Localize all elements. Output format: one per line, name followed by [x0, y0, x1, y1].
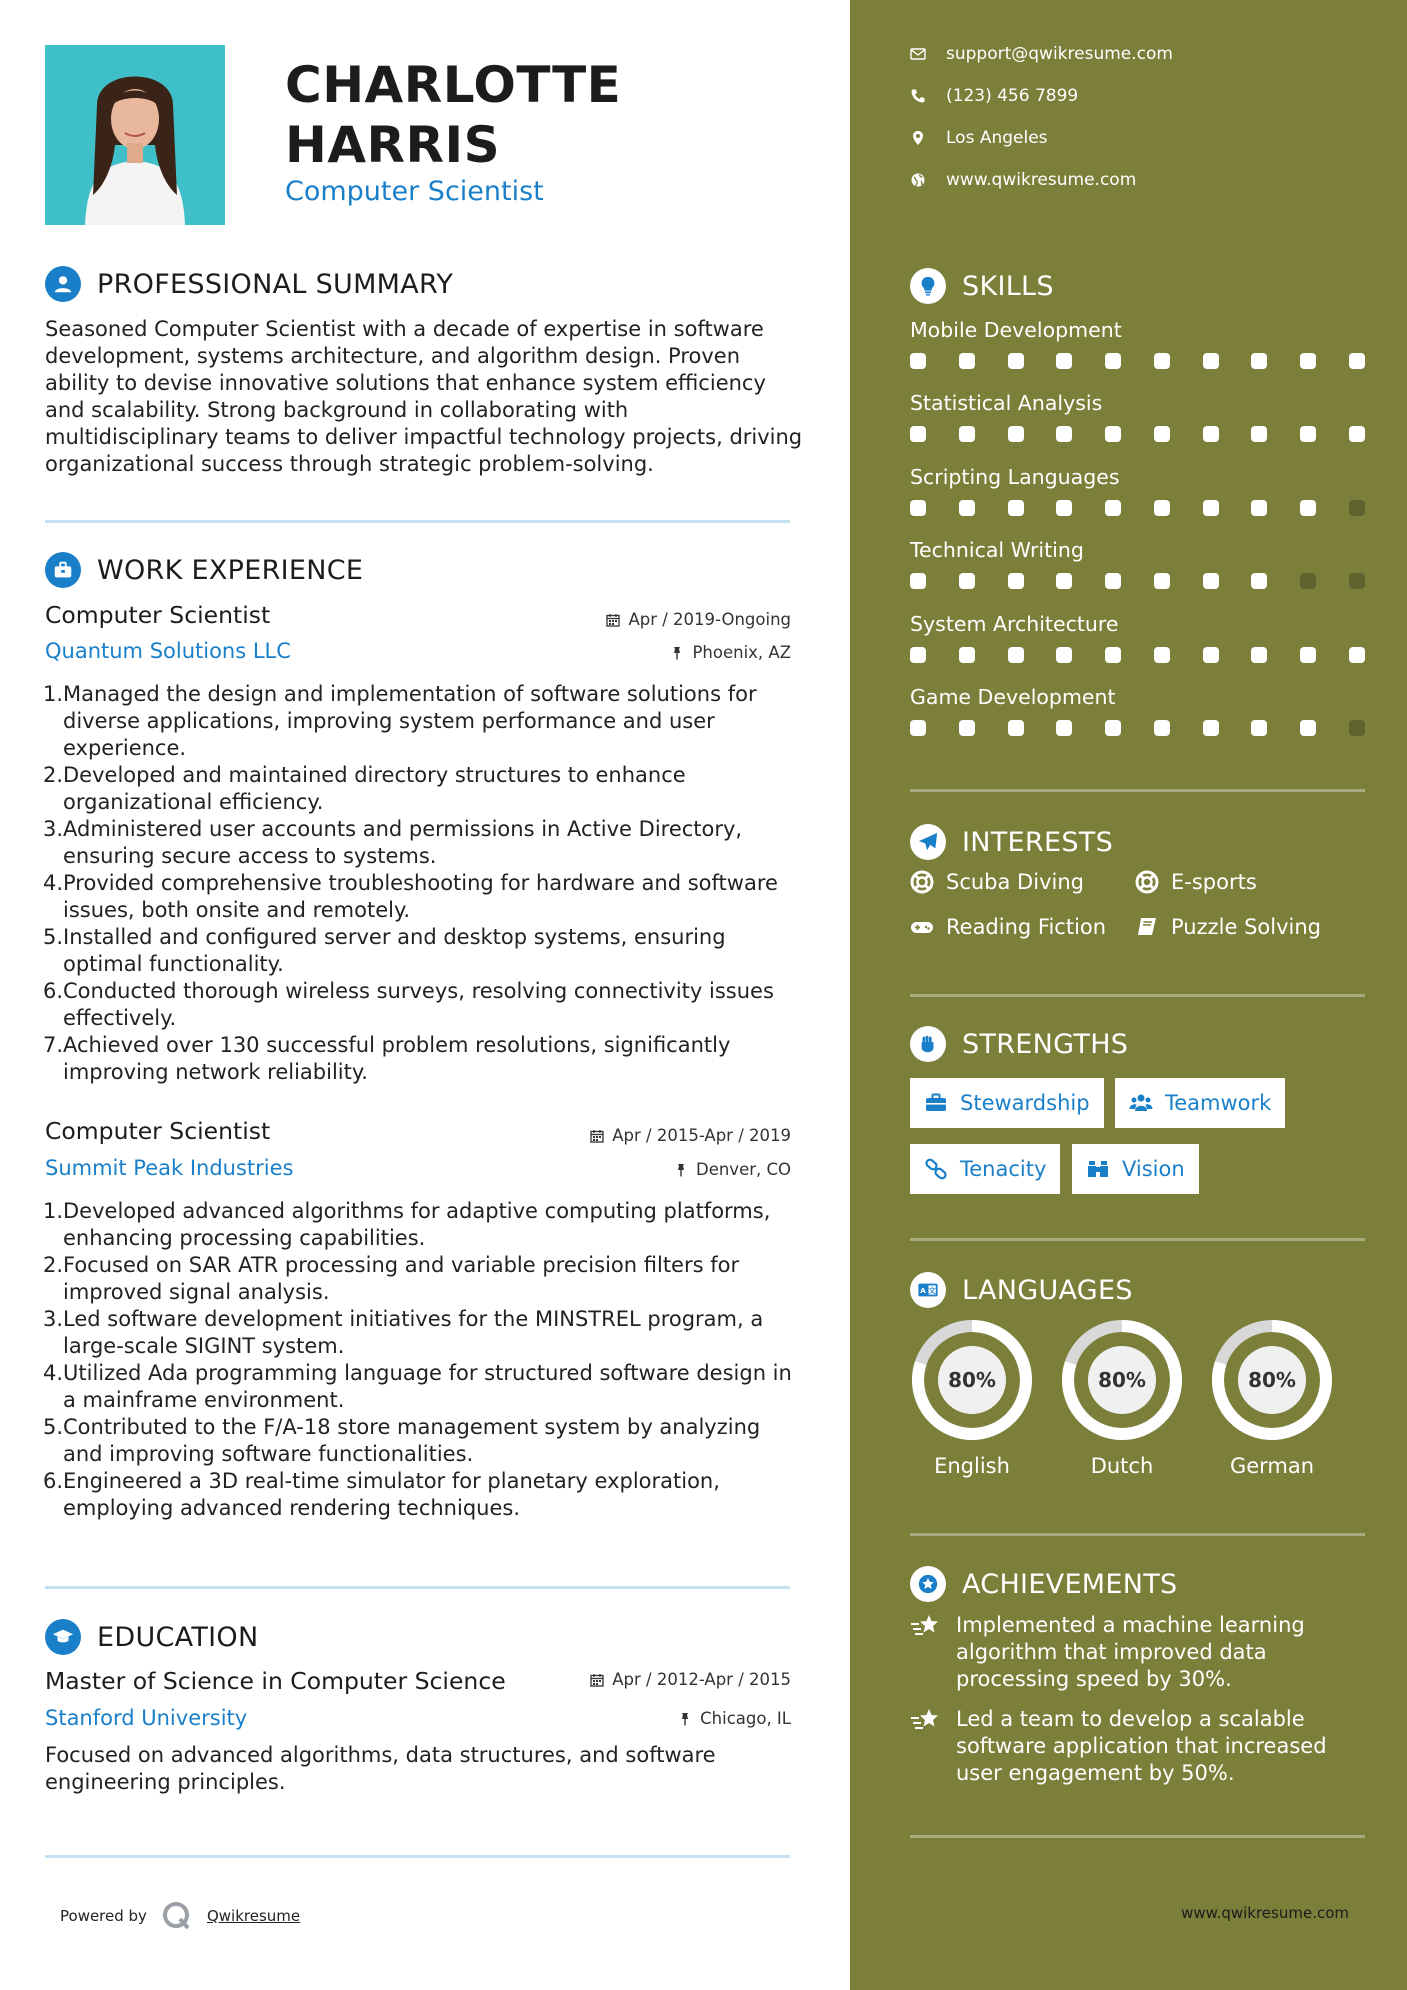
map-marker-icon [910, 130, 926, 146]
skills-title: SKILLS [962, 270, 1054, 302]
job-location [674, 1160, 791, 1179]
rating-dot-filled [1008, 720, 1024, 736]
language-name: German [1229, 1454, 1315, 1478]
skill-name: Mobile Development [910, 318, 1122, 342]
achievements-heading [910, 1566, 1178, 1602]
rating-dot-filled [1105, 720, 1121, 736]
footer-website[interactable]: www.qwikresume.com [1181, 1904, 1349, 1922]
strengths-title: STRENGTHS [962, 1028, 1129, 1060]
rating-dot-filled [959, 573, 975, 589]
language-progress-ring [910, 1318, 1034, 1442]
list-item: 1. Developed advanced algorithms for adaptive computing platforms, enhancing processing capabilities. [43, 1199, 771, 1250]
duty-text: Engineered a 3D real-time simulator for planetary exploration, employing advanced rendering techniques. [63, 1469, 720, 1520]
profile-photo-image [45, 45, 225, 225]
rating-dot-filled [959, 353, 975, 369]
summary-heading [45, 266, 453, 302]
language-percent: 80% [1248, 1368, 1296, 1392]
rating-dot-filled [959, 426, 975, 442]
name-last: HARRIS [285, 116, 501, 174]
job-company: Quantum Solutions LLC [45, 639, 291, 663]
life-ring-icon [1135, 870, 1159, 894]
duty-text: Contributed to the F/A-18 store management system by analyzing and improving software functionalities. [63, 1415, 761, 1466]
languages-heading [910, 1272, 1133, 1308]
pin-icon [670, 646, 684, 660]
job-company: Summit Peak Industries [45, 1156, 294, 1180]
lightbulb-icon [910, 268, 946, 304]
duty-text: Administered user accounts and permissions in Active Directory, ensuring secure access to systems. [63, 817, 743, 868]
duty-text: Developed and maintained directory structures to enhance organizational efficiency. [63, 763, 686, 814]
skill-name: System Architecture [910, 611, 1119, 636]
strength-label: Teamwork [1165, 1091, 1272, 1115]
duty-text: Installed and configured server and desktop systems, ensuring optimal functionality. [63, 925, 726, 976]
list-item: 7. Achieved over 130 successful problem resolutions, significantly improving network reliability. [43, 1033, 731, 1084]
duty-text: Focused on SAR ATR processing and variable precision filters for improved signal analysis. [63, 1253, 740, 1304]
globe-icon [910, 172, 926, 188]
contact-website[interactable] [910, 170, 1136, 190]
skill-name: Scripting Languages [910, 464, 1120, 489]
star-badge-icon [910, 1566, 946, 1602]
duty-text: Utilized Ada programming language for structured software design in a mainframe environment. [63, 1361, 792, 1412]
fist-icon [910, 1026, 946, 1062]
rating-dot-filled [1349, 353, 1365, 369]
interest-label: Puzzle Solving [1171, 915, 1321, 939]
rating-dot-filled [1251, 720, 1267, 736]
education-location-text: Chicago, IL [700, 1709, 791, 1728]
rating-dot-empty [1349, 500, 1365, 516]
language-item [910, 1318, 1034, 1478]
school: Stanford University [45, 1706, 248, 1730]
divider [45, 520, 790, 523]
binoculars-icon [1086, 1157, 1110, 1181]
life-ring-icon [910, 870, 934, 894]
rating-dot-filled [1008, 573, 1024, 589]
interest-item [1135, 870, 1257, 894]
skill-rating [910, 573, 1365, 589]
rating-dot-empty [1349, 720, 1365, 736]
summary-title: PROFESSIONAL SUMMARY [97, 268, 454, 300]
list-item: 3. Administered user accounts and permissions in Active Directory, ensuring secure access to systems. [43, 817, 743, 868]
skill-rating [910, 720, 1365, 736]
duty-text: Managed the design and implementation of software solutions for diverse applications, improving system performance and user experience. [63, 682, 757, 760]
strength-label: Tenacity [960, 1157, 1047, 1181]
svg-text:文: 文 [928, 1286, 936, 1296]
name-first: CHARLOTTE [285, 56, 622, 114]
job-location-text: Denver, CO [695, 1160, 791, 1179]
experience-title: WORK EXPERIENCE [97, 554, 364, 586]
divider [910, 994, 1365, 997]
rating-dot-filled [1105, 426, 1121, 442]
rating-dot-filled [1300, 426, 1316, 442]
rating-dot-filled [910, 720, 926, 736]
languages-title: LANGUAGES [962, 1274, 1133, 1306]
achievements-title: ACHIEVEMENTS [962, 1568, 1178, 1600]
language-name: Dutch [1090, 1454, 1154, 1478]
rating-dot-filled [959, 720, 975, 736]
interest-item [910, 870, 1084, 894]
rating-dot-filled [959, 647, 975, 663]
rating-dot-filled [1203, 353, 1219, 369]
contact-phone[interactable] [910, 86, 1078, 106]
rating-dot-filled [910, 500, 926, 516]
divider [910, 1533, 1365, 1536]
strength-tag [910, 1078, 1104, 1128]
language-progress-ring [1060, 1318, 1184, 1442]
list-item: 5. Contributed to the F/A-18 store management system by analyzing and improving software functionalities. [43, 1415, 761, 1466]
job-role: Computer Scientist [45, 601, 271, 629]
strength-label: Stewardship [960, 1091, 1090, 1115]
strength-tag [1115, 1078, 1285, 1128]
rating-dot-filled [1154, 426, 1170, 442]
language-item [1060, 1318, 1184, 1478]
rating-dot-filled [1154, 647, 1170, 663]
achievement-text: Implemented a machine learning algorithm that improved data processing speed by 30%. [956, 1613, 1305, 1691]
job-location-text: Phoenix, AZ [692, 643, 791, 662]
rating-dot-filled [1349, 426, 1365, 442]
rating-dot-filled [1154, 573, 1170, 589]
rating-dot-filled [1056, 647, 1072, 663]
book-icon [1135, 915, 1159, 939]
candidate-title: Computer Scientist [285, 176, 544, 207]
language-percent: 80% [948, 1368, 996, 1392]
graduation-cap-icon [45, 1619, 81, 1655]
rating-dot-filled [1203, 573, 1219, 589]
list-item: 3. Led software development initiatives for the MINSTREL program, a large-scale SIGINT system. [43, 1307, 764, 1358]
rating-dot-filled [1300, 647, 1316, 663]
rating-dot-empty [1300, 573, 1316, 589]
job-dates [606, 610, 791, 629]
divider [45, 1855, 790, 1858]
skill-name: Statistical Analysis [910, 391, 1103, 416]
phone-text: (123) 456 7899 [946, 86, 1079, 106]
rating-dot-filled [1056, 500, 1072, 516]
rating-dot-filled [959, 500, 975, 516]
divider [910, 789, 1365, 792]
email-text: support@qwikresume.com [946, 44, 1173, 64]
summary-text: Seasoned Computer Scientist with a decade of expertise in software development, systems architecture, and algorithm design. Proven ability to devise innovative solutions that enhance system efficiency and scalability. Strong background in collaborating with multidisciplinary teams to deliver impactful technology projects, driving organizational success through strategic problem-solving. [45, 317, 803, 476]
location-text: Los Angeles [946, 128, 1048, 148]
rating-dot-filled [1154, 720, 1170, 736]
duty-list [45, 1198, 805, 1522]
user-icon [45, 266, 81, 302]
achievement-item [910, 1612, 1365, 1693]
rating-dot-filled [1203, 720, 1219, 736]
calendar-icon [590, 1129, 604, 1143]
gamepad-icon [910, 915, 934, 939]
rating-dot-filled [1056, 353, 1072, 369]
duty-text: Provided comprehensive troubleshooting for hardware and software issues, both onsite and remotely. [63, 871, 778, 922]
interest-item [910, 915, 1106, 939]
divider [910, 1835, 1365, 1838]
envelope-icon [910, 46, 926, 62]
skills-heading [910, 268, 1054, 304]
skill-rating [910, 426, 1365, 442]
education-title: EDUCATION [97, 1621, 259, 1653]
svg-text:A: A [920, 1286, 926, 1296]
duty-list [45, 681, 805, 1086]
divider [910, 1238, 1365, 1241]
skill-name: Technical Writing [910, 538, 1084, 563]
rating-dot-filled [1105, 573, 1121, 589]
website-text: www.qwikresume.com [946, 170, 1137, 190]
rating-dot-filled [1203, 426, 1219, 442]
interest-item [1135, 915, 1321, 939]
duty-text: Achieved over 130 successful problem resolutions, significantly improving network reliability. [63, 1033, 731, 1084]
rating-dot-filled [1203, 500, 1219, 516]
strength-tag [910, 1144, 1060, 1194]
rating-dot-filled [1056, 573, 1072, 589]
rating-dot-filled [1154, 353, 1170, 369]
rating-dot-filled [1300, 720, 1316, 736]
calendar-icon [606, 613, 620, 627]
shooting-star-icon [910, 1706, 942, 1734]
rating-dot-filled [1251, 573, 1267, 589]
calendar-icon [590, 1673, 604, 1687]
rating-dot-empty [1349, 573, 1365, 589]
interests-heading [910, 824, 1113, 860]
rating-dot-filled [1056, 426, 1072, 442]
contact-location [910, 128, 1048, 148]
list-item: 1. Managed the design and implementation of software solutions for diverse applications, improving system performance and user experience. [43, 682, 757, 760]
job-dates [590, 1126, 791, 1145]
skill-rating [910, 500, 1365, 516]
candidate-name [285, 55, 621, 175]
list-item: 4. Utilized Ada programming language for structured software design in a mainframe environment. [43, 1361, 792, 1412]
rating-dot-filled [910, 573, 926, 589]
strength-tag [1072, 1144, 1199, 1194]
strength-label: Vision [1122, 1157, 1185, 1181]
shooting-star-icon [910, 1612, 942, 1640]
link-icon [924, 1157, 948, 1181]
pin-icon [674, 1163, 688, 1177]
job-dates-text: Apr / 2015-Apr / 2019 [612, 1126, 791, 1145]
sidebar [850, 0, 1407, 1990]
rating-dot-filled [1251, 353, 1267, 369]
list-item: 5. Installed and configured server and desktop systems, ensuring optimal functionality. [43, 925, 726, 976]
rating-dot-filled [1008, 500, 1024, 516]
duty-text: Conducted thorough wireless surveys, resolving connectivity issues effectively. [63, 979, 774, 1030]
language-progress-ring [1210, 1318, 1334, 1442]
list-item: 2. Focused on SAR ATR processing and variable precision filters for improved signal analysis. [43, 1253, 740, 1304]
rating-dot-filled [1105, 353, 1121, 369]
list-item: 4. Provided comprehensive troubleshooting for hardware and software issues, both onsite and remotely. [43, 871, 778, 922]
interest-label: E-sports [1171, 870, 1257, 894]
rating-dot-filled [1300, 353, 1316, 369]
job-location [670, 643, 791, 662]
pin-icon [678, 1712, 692, 1726]
rating-dot-filled [1154, 500, 1170, 516]
brand-link[interactable]: Qwikresume [206, 1907, 301, 1925]
experience-heading [45, 552, 363, 588]
duty-text: Led software development initiatives for the MINSTREL program, a large-scale SIGINT system. [63, 1307, 764, 1358]
education-description: Focused on advanced algorithms, data structures, and software engineering principles. [45, 1743, 716, 1794]
duty-text: Developed advanced algorithms for adaptive computing platforms, enhancing processing capabilities. [63, 1199, 771, 1250]
rating-dot-filled [910, 426, 926, 442]
rating-dot-filled [1251, 500, 1267, 516]
skill-rating [910, 353, 1365, 369]
education-heading [45, 1619, 258, 1655]
qwikresume-logo-icon [161, 1900, 193, 1932]
rating-dot-filled [1056, 720, 1072, 736]
profile-photo [45, 45, 225, 225]
language-percent: 80% [1098, 1368, 1146, 1392]
skill-name: Game Development [910, 685, 1116, 709]
rating-dot-filled [910, 353, 926, 369]
list-item: 6. Conducted thorough wireless surveys, resolving connectivity issues effectively. [43, 979, 774, 1030]
rating-dot-filled [1008, 426, 1024, 442]
language-item [1210, 1318, 1334, 1478]
job-dates-text: Apr / 2019-Ongoing [628, 610, 791, 629]
rating-dot-filled [1008, 353, 1024, 369]
skill-rating [910, 647, 1365, 663]
language-icon [910, 1272, 946, 1308]
paper-plane-icon [910, 824, 946, 860]
powered-by-label: Powered by [60, 1907, 147, 1925]
rating-dot-filled [1349, 647, 1365, 663]
rating-dot-filled [1300, 500, 1316, 516]
briefcase-icon [45, 552, 81, 588]
degree: Master of Science in Computer Science [45, 1667, 506, 1695]
interest-label: Reading Fiction [946, 915, 1107, 939]
contact-email[interactable] [910, 44, 1173, 64]
job-role: Computer Scientist [45, 1117, 271, 1145]
phone-icon [910, 88, 926, 104]
list-item: 6. Engineered a 3D real-time simulator for planetary exploration, employing advanced rendering techniques. [43, 1469, 720, 1520]
footer-branding [60, 1900, 300, 1932]
rating-dot-filled [1251, 647, 1267, 663]
rating-dot-filled [1105, 647, 1121, 663]
rating-dot-filled [1105, 500, 1121, 516]
rating-dot-filled [910, 647, 926, 663]
interest-label: Scuba Diving [946, 870, 1084, 894]
users-icon [1129, 1091, 1153, 1115]
education-dates-text: Apr / 2012-Apr / 2015 [612, 1670, 791, 1689]
education-location [678, 1709, 791, 1728]
divider [45, 1586, 790, 1589]
list-item: 2. Developed and maintained directory structures to enhance organizational efficiency. [43, 763, 686, 814]
rating-dot-filled [1008, 647, 1024, 663]
briefcase-icon [924, 1091, 948, 1115]
rating-dot-filled [1251, 426, 1267, 442]
language-name: English [934, 1454, 1010, 1478]
rating-dot-filled [1203, 647, 1219, 663]
achievement-text: Led a team to develop a scalable software application that increased user engagement by 50%. [956, 1707, 1327, 1785]
achievement-item [910, 1706, 1365, 1787]
education-dates [590, 1670, 791, 1689]
interests-title: INTERESTS [962, 826, 1114, 858]
strengths-heading [910, 1026, 1128, 1062]
